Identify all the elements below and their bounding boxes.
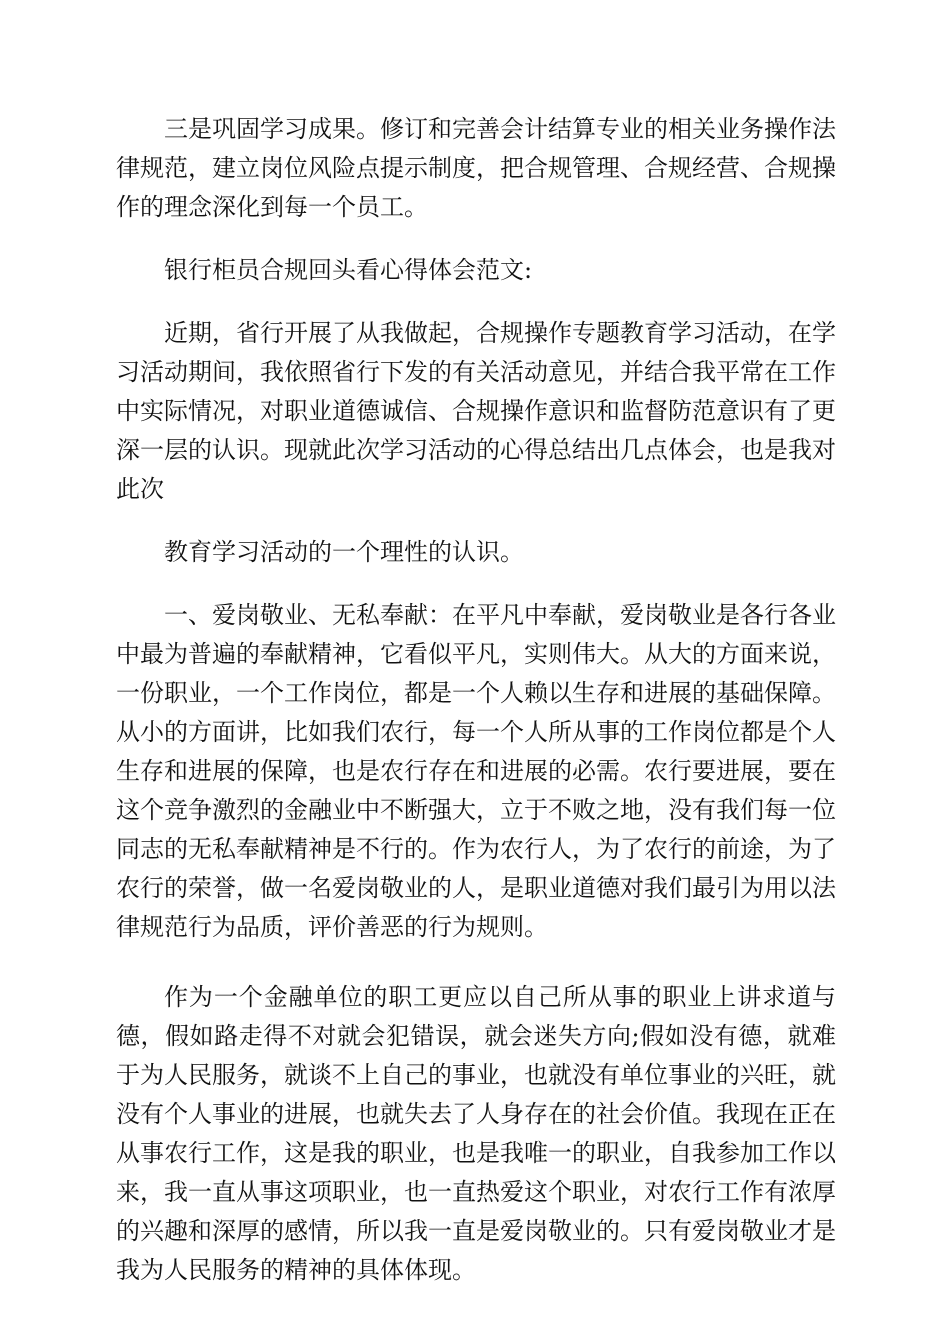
paragraph-introduction: 近期，省行开展了从我做起，合规操作专题教育学习活动，在学习活动期间，我依照省行下发的有关活动意见，并结合我平常在工作中实际情况，对职业道德诚信、合规操作意识和监督防范意识有了更深一层的认识。现就此次学习活动的心得总结出几点体会，也是我对此次 (116, 319, 836, 503)
document-page (116, 110, 836, 1290)
paragraph-introduction-continued: 教育学习活动的一个理性的认识。 (164, 538, 524, 566)
paragraph-essay-heading: 银行柜员合规回头看心得体会范文: (164, 256, 533, 284)
paragraph-financial-staff: 作为一个金融单位的职工更应以自己所从事的职业上讲求道与德，假如路走得不对就会犯错误，就会迷失方向;假如没有德，就难于为人民服务，就谈不上自己的事业，也就没有单位事业的兴旺，就没有个人事业的进展，也就失去了人身存在的社会价值。我现在正在从事农行工作，这是我的职业，也是我唯一的职业，自我参加工作以来，我一直从事这项职业，也一直热爱这个职业，对农行工作有浓厚的兴趣和深厚的感情，所以我一直是爱岗敬业的。只有爱岗敬业才是我为人民服务的精神的具体体现。 (116, 983, 836, 1284)
paragraph-consolidate-learning: 三是巩固学习成果。修订和完善会计结算专业的相关业务操作法律规范，建立岗位风险点提示制度，把合规管理、合规经营、合规操作的理念深化到每一个员工。 (116, 115, 836, 221)
paragraph-point-one: 一、爱岗敬业、无私奉献：在平凡中奉献，爱岗敬业是各行各业中最为普遍的奉献精神，它看似平凡，实则伟大。从大的方面来说，一份职业，一个工作岗位，都是一个人赖以生存和进展的基础保障。从小的方面讲，比如我们农行，每一个人所从事的工作岗位都是个人生存和进展的保障，也是农行存在和进展的必需。农行要进展，要在这个竞争激烈的金融业中不断强大，立于不败之地，没有我们每一位同志的无私奉献精神是不行的。作为农行人，为了农行的前途，为了农行的荣誉，做一名爱岗敬业的人，是职业道德对我们最引为用以法律规范行为品质，评价善恶的行为规则。 (116, 601, 836, 941)
